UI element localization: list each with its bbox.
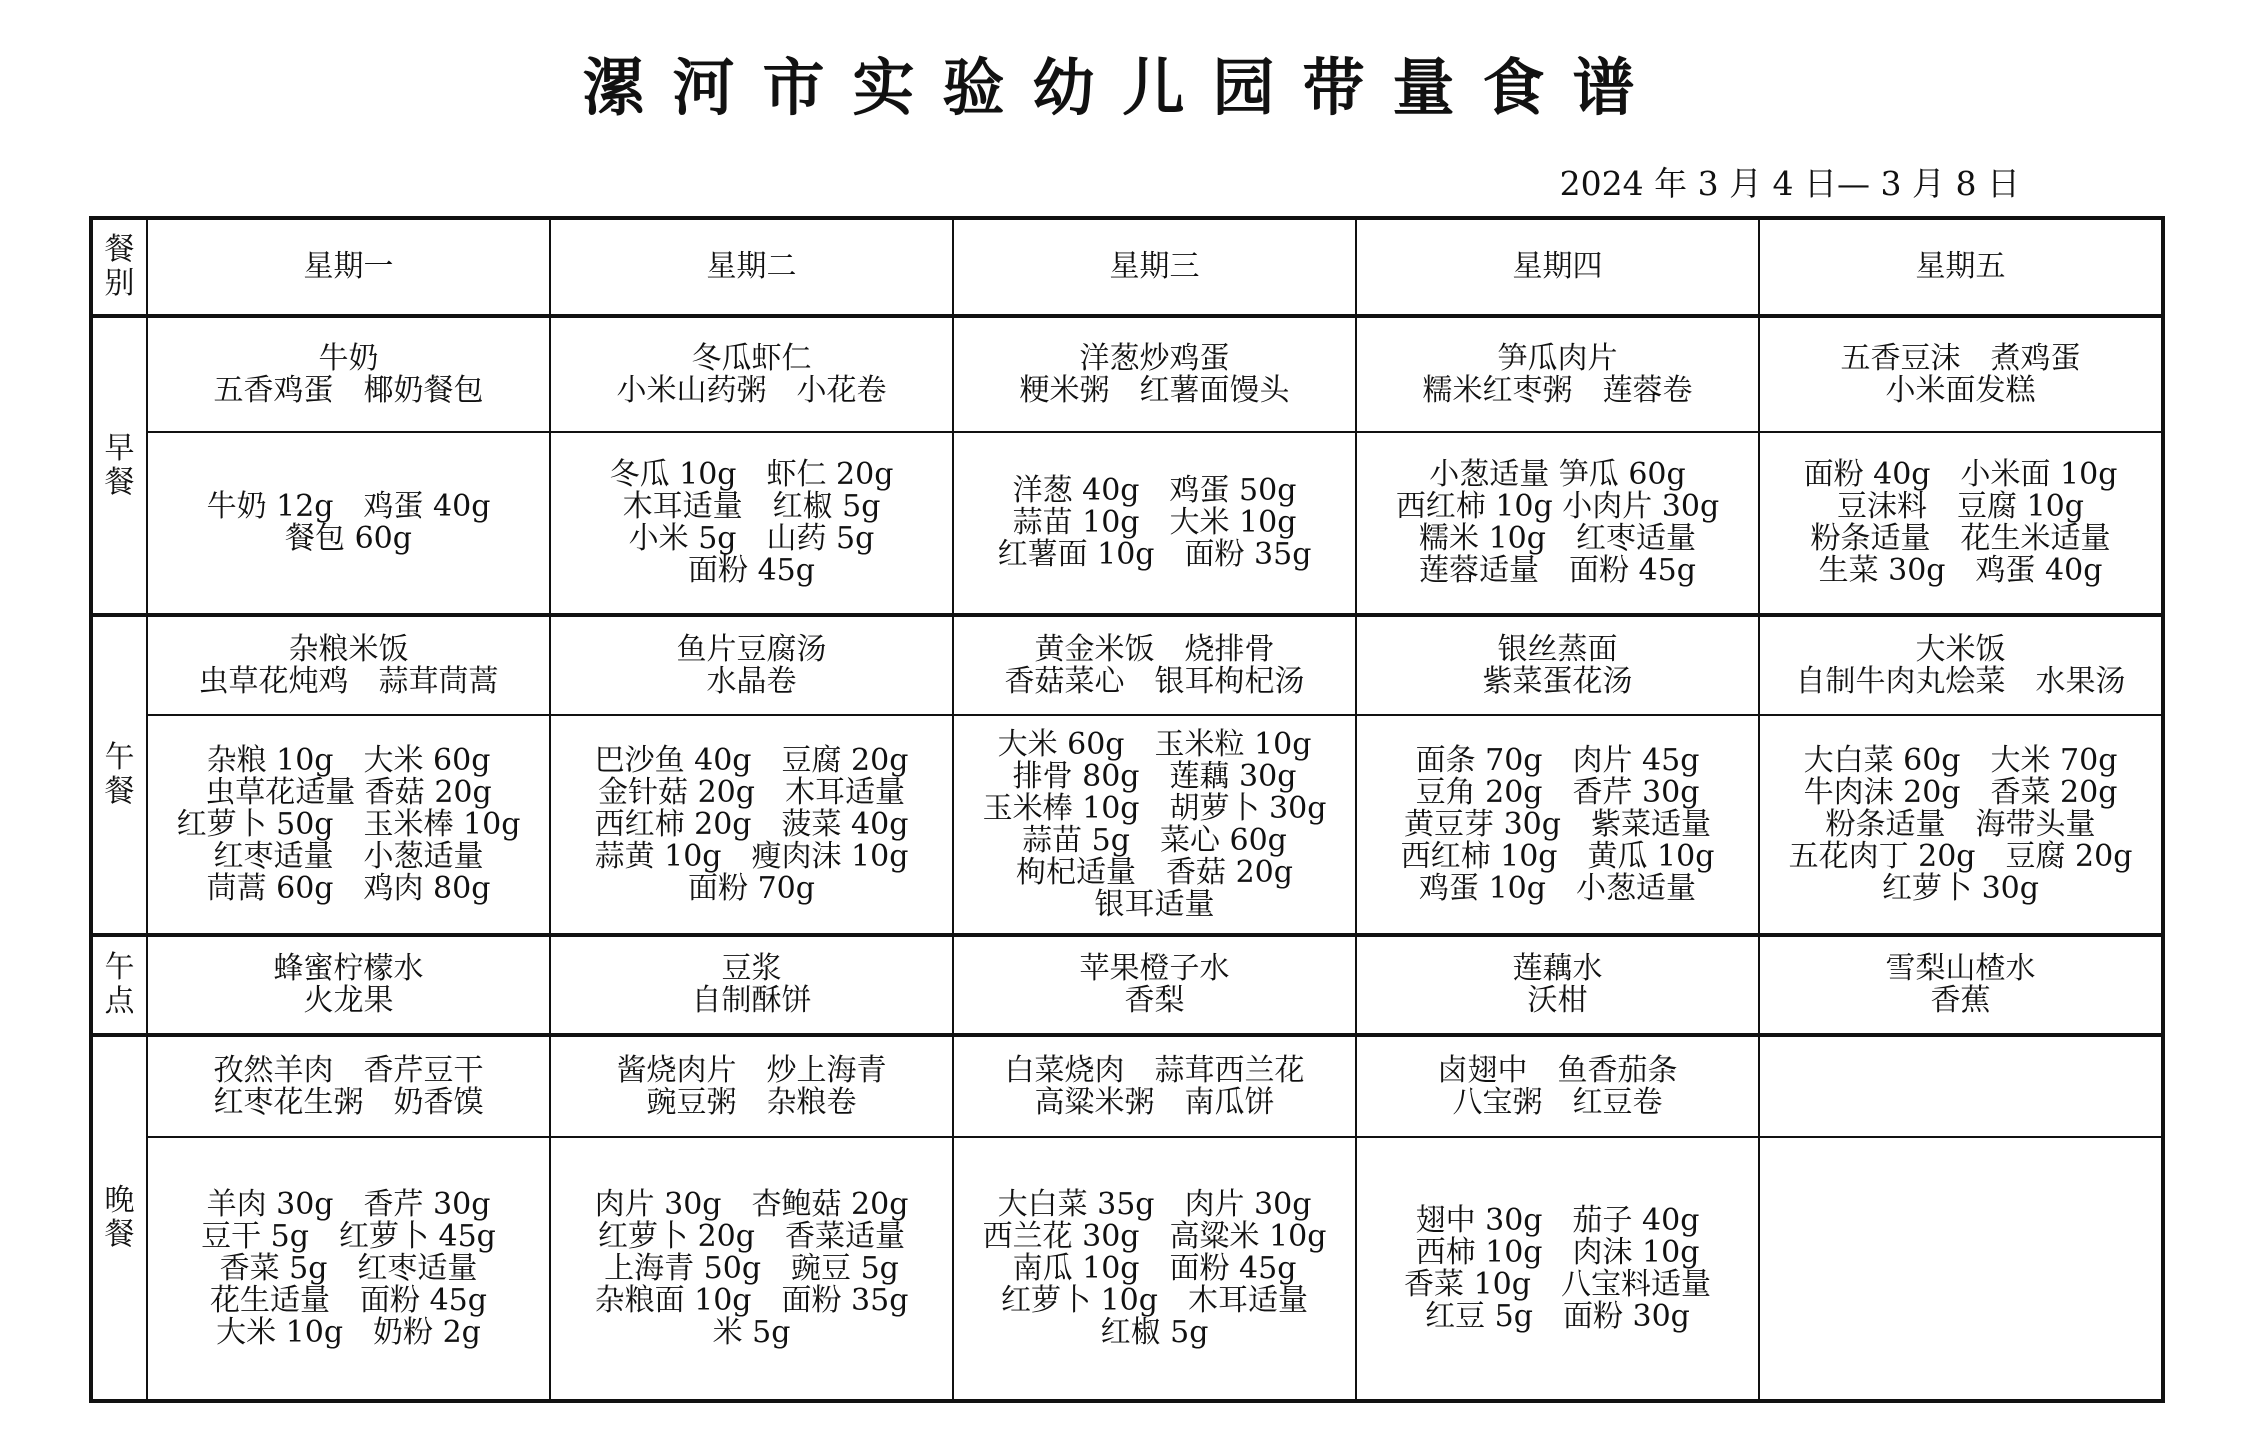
dish-line: 小米面发糕 <box>1885 372 2036 408</box>
ingredient-line: 红萝卜 10g 木耳适量 <box>1001 1282 1308 1318</box>
breakfast-dishes-cell <box>1759 316 2163 432</box>
ingredient-line: 小葱适量 笋瓜 60g <box>1429 457 1686 492</box>
dish-line: 虫草花炖鸡 蒜茸茼蒿 <box>198 663 499 699</box>
dish-line: 卤翅中 鱼香茄条 <box>1437 1052 1678 1088</box>
ingredient-line: 粉条适量 花生米适量 <box>1810 521 2111 556</box>
dinner-dishes-row <box>91 1035 2163 1137</box>
ingredient-line: 西红柿 20g 菠菜 40g <box>594 806 909 842</box>
ingredient-line: 牛奶 12g 鸡蛋 40g <box>206 489 491 524</box>
ingredient-line: 红萝卜 50g 玉米棒 10g <box>176 806 521 842</box>
ingredient-line: 大白菜 60g 大米 70g <box>1803 742 2118 778</box>
ingredient-line: 生菜 30g 鸡蛋 40g <box>1818 553 2103 588</box>
lunch-dishes-cell <box>550 615 953 715</box>
ingredient-line: 西兰花 30g 高粱米 10g <box>982 1218 1327 1254</box>
ingredient-line: 银耳适量 <box>1094 886 1215 922</box>
header-row <box>91 218 2163 316</box>
ingredient-line: 花生适量 面粉 45g <box>210 1282 487 1318</box>
dish-line: 沃柑 <box>1527 983 1588 1018</box>
snack-dishes-cell <box>1759 935 2163 1035</box>
dish-line: 糯米红枣粥 莲蓉卷 <box>1422 372 1693 408</box>
breakfast-label: 早餐 <box>91 316 147 615</box>
dish-line: 蜂蜜柠檬水 <box>273 951 424 986</box>
day-header-mon: 星期一 <box>147 218 550 316</box>
day-header-thu: 星期四 <box>1356 218 1759 316</box>
breakfast-dishes-cell <box>953 316 1356 432</box>
meal-column-header: 餐别 <box>91 218 147 316</box>
dinner-ingredients-cell <box>147 1137 550 1401</box>
ingredient-line: 翅中 30g 茄子 40g <box>1415 1202 1700 1238</box>
ingredient-line: 冬瓜 10g 虾仁 20g <box>609 457 894 492</box>
ingredient-line: 红椒 5g <box>1100 1314 1209 1350</box>
ingredient-line: 西红柿 10g 小肉片 30g <box>1395 489 1720 524</box>
dish-line: 香菇菜心 银耳枸杞汤 <box>1004 663 1305 699</box>
dinner-ingredients-row <box>91 1137 2163 1401</box>
dish-line: 笋瓜肉片 <box>1497 340 1618 376</box>
dinner-dishes-cell <box>953 1035 1356 1137</box>
lunch-ingredients-cell <box>550 715 953 935</box>
dish-line: 豌豆粥 杂粮卷 <box>646 1084 857 1120</box>
lunch-dishes-row <box>91 615 2163 715</box>
lunch-ingredients-cell <box>953 715 1356 935</box>
dish-line: 孜然羊肉 香芹豆干 <box>213 1052 484 1088</box>
ingredient-line: 小米 5g 山药 5g <box>628 521 875 556</box>
ingredient-line: 茼蒿 60g 鸡肉 80g <box>206 870 491 906</box>
breakfast-dishes-cell <box>147 316 550 432</box>
dish-line: 香梨 <box>1124 983 1185 1018</box>
ingredient-line: 洋葱 40g 鸡蛋 50g <box>1012 473 1297 508</box>
ingredient-line: 红薯面 10g 面粉 35g <box>997 537 1312 572</box>
lunch-dishes-cell <box>1759 615 2163 715</box>
dish-line: 莲藕水 <box>1512 951 1603 986</box>
ingredient-line: 西红柿 10g 黄瓜 10g <box>1400 838 1715 874</box>
dish-line: 银丝蒸面 <box>1497 631 1618 667</box>
dish-line: 小米山药粥 小花卷 <box>616 372 887 408</box>
ingredient-line: 蒜苗 10g 大米 10g <box>1012 505 1297 540</box>
ingredient-line: 蒜苗 5g 菜心 60g <box>1022 822 1287 858</box>
day-header-wed: 星期三 <box>953 218 1356 316</box>
day-header-tue: 星期二 <box>550 218 953 316</box>
ingredient-line: 红萝卜 30g <box>1882 870 2039 906</box>
ingredient-line: 香菜 5g 红枣适量 <box>219 1250 478 1286</box>
ingredient-line: 面条 70g 肉片 45g <box>1415 742 1700 778</box>
ingredient-line: 大米 60g 玉米粒 10g <box>997 726 1312 762</box>
ingredient-line: 西柿 10g 肉沫 10g <box>1415 1234 1700 1270</box>
ingredient-line: 香菜 10g 八宝料适量 <box>1404 1266 1711 1302</box>
page-title: 漯河市实验幼儿园带量食谱 <box>582 51 1663 124</box>
ingredient-line: 牛肉沫 20g 香菜 20g <box>1803 774 2118 810</box>
dish-line: 高粱米粥 南瓜饼 <box>1034 1084 1275 1120</box>
ingredient-line: 杂粮面 10g 面粉 35g <box>594 1282 909 1318</box>
breakfast-ingredients-cell <box>953 432 1356 615</box>
dish-line: 牛奶 <box>318 340 379 376</box>
ingredient-line: 金针菇 20g 木耳适量 <box>598 774 905 810</box>
ingredient-line: 玉米棒 10g 胡萝卜 30g <box>982 790 1327 826</box>
menu-table <box>89 216 2165 1403</box>
ingredient-line: 黄豆芽 30g 紫菜适量 <box>1404 806 1711 842</box>
snack-dishes-cell <box>147 935 550 1035</box>
lunch-ingredients-cell <box>1759 715 2163 935</box>
snack-label: 午点 <box>91 935 147 1035</box>
ingredient-line: 鸡蛋 10g 小葱适量 <box>1419 870 1696 906</box>
ingredient-line: 餐包 60g <box>285 521 412 556</box>
ingredient-line: 豆角 20g 香芹 30g <box>1415 774 1700 810</box>
breakfast-ingredients-cell <box>1356 432 1759 615</box>
ingredient-line: 木耳适量 红椒 5g <box>622 489 881 524</box>
dish-line: 酱烧肉片 炒上海青 <box>616 1052 887 1088</box>
ingredient-line: 上海青 50g 豌豆 5g <box>604 1250 899 1286</box>
dish-line: 香蕉 <box>1930 983 1991 1018</box>
ingredient-line: 排骨 80g 莲藕 30g <box>1012 758 1297 794</box>
ingredient-line: 南瓜 10g 面粉 45g <box>1012 1250 1297 1286</box>
ingredient-line: 大白菜 35g 肉片 30g <box>997 1186 1312 1222</box>
lunch-dishes-cell <box>1356 615 1759 715</box>
ingredient-line: 豆沫料 豆腐 10g <box>1837 489 2084 524</box>
dish-line: 八宝粥 红豆卷 <box>1452 1084 1663 1120</box>
date-range: 2024 年 3 月 4 日— 3 月 8 日 <box>1559 164 2020 203</box>
ingredient-line: 米 5g <box>712 1314 791 1350</box>
dinner-ingredients-cell <box>953 1137 1356 1401</box>
dinner-dishes-cell <box>147 1035 550 1137</box>
breakfast-dishes-cell <box>1356 316 1759 432</box>
lunch-dishes-cell <box>147 615 550 715</box>
ingredient-line: 虫草花适量 香菇 20g <box>205 774 492 810</box>
lunch-ingredients-cell <box>1356 715 1759 935</box>
dish-line: 五香鸡蛋 椰奶餐包 <box>213 372 484 408</box>
ingredient-line: 羊肉 30g 香芹 30g <box>206 1186 491 1222</box>
dish-line: 紫菜蛋花汤 <box>1482 663 1633 699</box>
dish-line: 鱼片豆腐汤 <box>676 631 827 667</box>
ingredient-line: 枸杞适量 香菇 20g <box>1016 854 1293 890</box>
dish-line: 冬瓜虾仁 <box>691 340 812 376</box>
dinner-label: 晚餐 <box>91 1035 147 1401</box>
dish-line: 黄金米饭 烧排骨 <box>1034 631 1275 667</box>
breakfast-ingredients-cell <box>1759 432 2163 615</box>
dinner-ingredients-cell <box>1356 1137 1759 1401</box>
ingredient-line: 蒜黄 10g 瘦肉沫 10g <box>594 838 909 874</box>
dish-line: 自制牛肉丸烩菜 水果汤 <box>1795 663 2126 699</box>
lunch-dishes-cell <box>953 615 1356 715</box>
ingredient-line: 面粉 45g <box>688 553 815 588</box>
dish-line: 洋葱炒鸡蛋 <box>1079 340 1230 376</box>
breakfast-dishes-row <box>91 316 2163 432</box>
breakfast-dishes-cell <box>550 316 953 432</box>
snack-dishes-cell <box>953 935 1356 1035</box>
dish-line: 杂粮米饭 <box>288 631 409 667</box>
ingredient-line: 面粉 40g 小米面 10g <box>1803 457 2118 492</box>
ingredient-line: 莲蓉适量 面粉 45g <box>1419 553 1696 588</box>
ingredient-line: 面粉 70g <box>688 870 815 906</box>
dinner-dishes-cell <box>1759 1035 2163 1137</box>
dish-line: 火龙果 <box>303 983 394 1018</box>
dinner-ingredients-cell <box>1759 1137 2163 1401</box>
dinner-dishes-cell <box>550 1035 953 1137</box>
breakfast-ingredients-cell <box>550 432 953 615</box>
snack-dishes-cell <box>1356 935 1759 1035</box>
ingredient-line: 大米 10g 奶粉 2g <box>216 1314 481 1350</box>
dish-line: 自制酥饼 <box>691 983 812 1018</box>
ingredient-line: 五花肉丁 20g 豆腐 20g <box>1788 838 2133 874</box>
lunch-ingredients-row <box>91 715 2163 935</box>
day-header-fri: 星期五 <box>1759 218 2163 316</box>
dish-line: 红枣花生粥 奶香馍 <box>213 1084 484 1120</box>
dish-line: 豆浆 <box>721 951 782 986</box>
dinner-dishes-cell <box>1356 1035 1759 1137</box>
breakfast-ingredients-cell <box>147 432 550 615</box>
ingredient-line: 巴沙鱼 40g 豆腐 20g <box>594 742 909 778</box>
lunch-label: 午餐 <box>91 615 147 935</box>
ingredient-line: 红枣适量 小葱适量 <box>213 838 484 874</box>
dish-line: 白菜烧肉 蒜茸西兰花 <box>1004 1052 1305 1088</box>
ingredient-line: 豆干 5g 红萝卜 45g <box>201 1218 496 1254</box>
dish-line: 苹果橙子水 <box>1079 951 1230 986</box>
ingredient-line: 红萝卜 20g 香菜适量 <box>598 1218 905 1254</box>
breakfast-ingredients-row <box>91 432 2163 615</box>
ingredient-line: 杂粮 10g 大米 60g <box>206 742 491 778</box>
dish-line: 水晶卷 <box>706 663 797 699</box>
dish-line: 五香豆沫 煮鸡蛋 <box>1840 340 2081 376</box>
dish-line: 雪梨山楂水 <box>1885 951 2036 986</box>
ingredient-line: 肉片 30g 杏鲍菇 20g <box>594 1186 909 1222</box>
dinner-ingredients-cell <box>550 1137 953 1401</box>
dish-line: 粳米粥 红薯面馒头 <box>1019 372 1290 408</box>
dish-line: 大米饭 <box>1915 631 2006 667</box>
snack-dishes-row <box>91 935 2163 1035</box>
ingredient-line: 糯米 10g 红枣适量 <box>1419 521 1696 556</box>
ingredient-line: 红豆 5g 面粉 30g <box>1425 1298 1690 1334</box>
snack-dishes-cell <box>550 935 953 1035</box>
lunch-ingredients-cell <box>147 715 550 935</box>
ingredient-line: 粉条适量 海带头量 <box>1825 806 2096 842</box>
